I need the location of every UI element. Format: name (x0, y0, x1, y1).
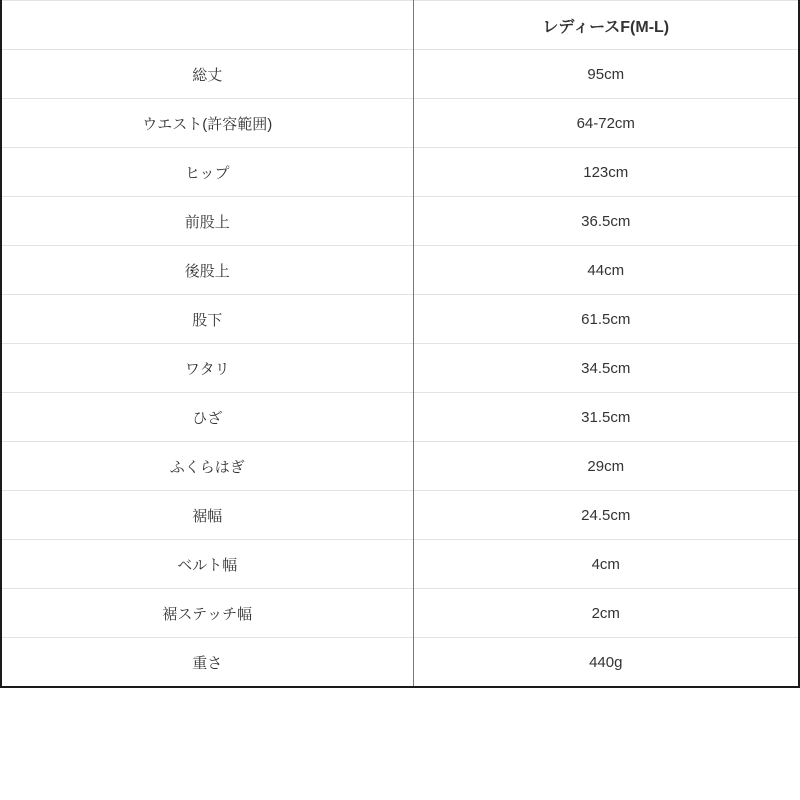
row-label: ウエスト(許容範囲) (1, 99, 413, 148)
row-value: 123cm (413, 148, 799, 197)
row-label: ベルト幅 (1, 540, 413, 589)
row-label: 後股上 (1, 246, 413, 295)
row-value: 61.5cm (413, 295, 799, 344)
table-row (1, 50, 799, 99)
row-value: 64-72cm (413, 99, 799, 148)
row-value: 44cm (413, 246, 799, 295)
table-row (1, 295, 799, 344)
table-row (1, 491, 799, 540)
row-label: 裾幅 (1, 491, 413, 540)
table-row (1, 197, 799, 246)
table-row (1, 246, 799, 295)
row-label: ふくらはぎ (1, 442, 413, 491)
row-label: 総丈 (1, 50, 413, 99)
row-label: 裾ステッチ幅 (1, 589, 413, 638)
row-label: 重さ (1, 638, 413, 688)
table-row (1, 638, 799, 688)
row-value: 24.5cm (413, 491, 799, 540)
row-label: ヒップ (1, 148, 413, 197)
row-value: 31.5cm (413, 393, 799, 442)
corner-cell (1, 1, 413, 50)
table-row (1, 540, 799, 589)
row-value: 36.5cm (413, 197, 799, 246)
size-column-header: レディースF(M-L) (413, 1, 799, 50)
table-row (1, 148, 799, 197)
row-value: 440g (413, 638, 799, 688)
table-row (1, 442, 799, 491)
row-label: 前股上 (1, 197, 413, 246)
table-row (1, 99, 799, 148)
row-label: ひざ (1, 393, 413, 442)
row-value: 34.5cm (413, 344, 799, 393)
header-row (1, 1, 799, 50)
row-label: ワタリ (1, 344, 413, 393)
table-row (1, 344, 799, 393)
row-value: 4cm (413, 540, 799, 589)
row-value: 95cm (413, 50, 799, 99)
row-value: 2cm (413, 589, 799, 638)
table-row (1, 589, 799, 638)
table-row (1, 393, 799, 442)
row-value: 29cm (413, 442, 799, 491)
row-label: 股下 (1, 295, 413, 344)
